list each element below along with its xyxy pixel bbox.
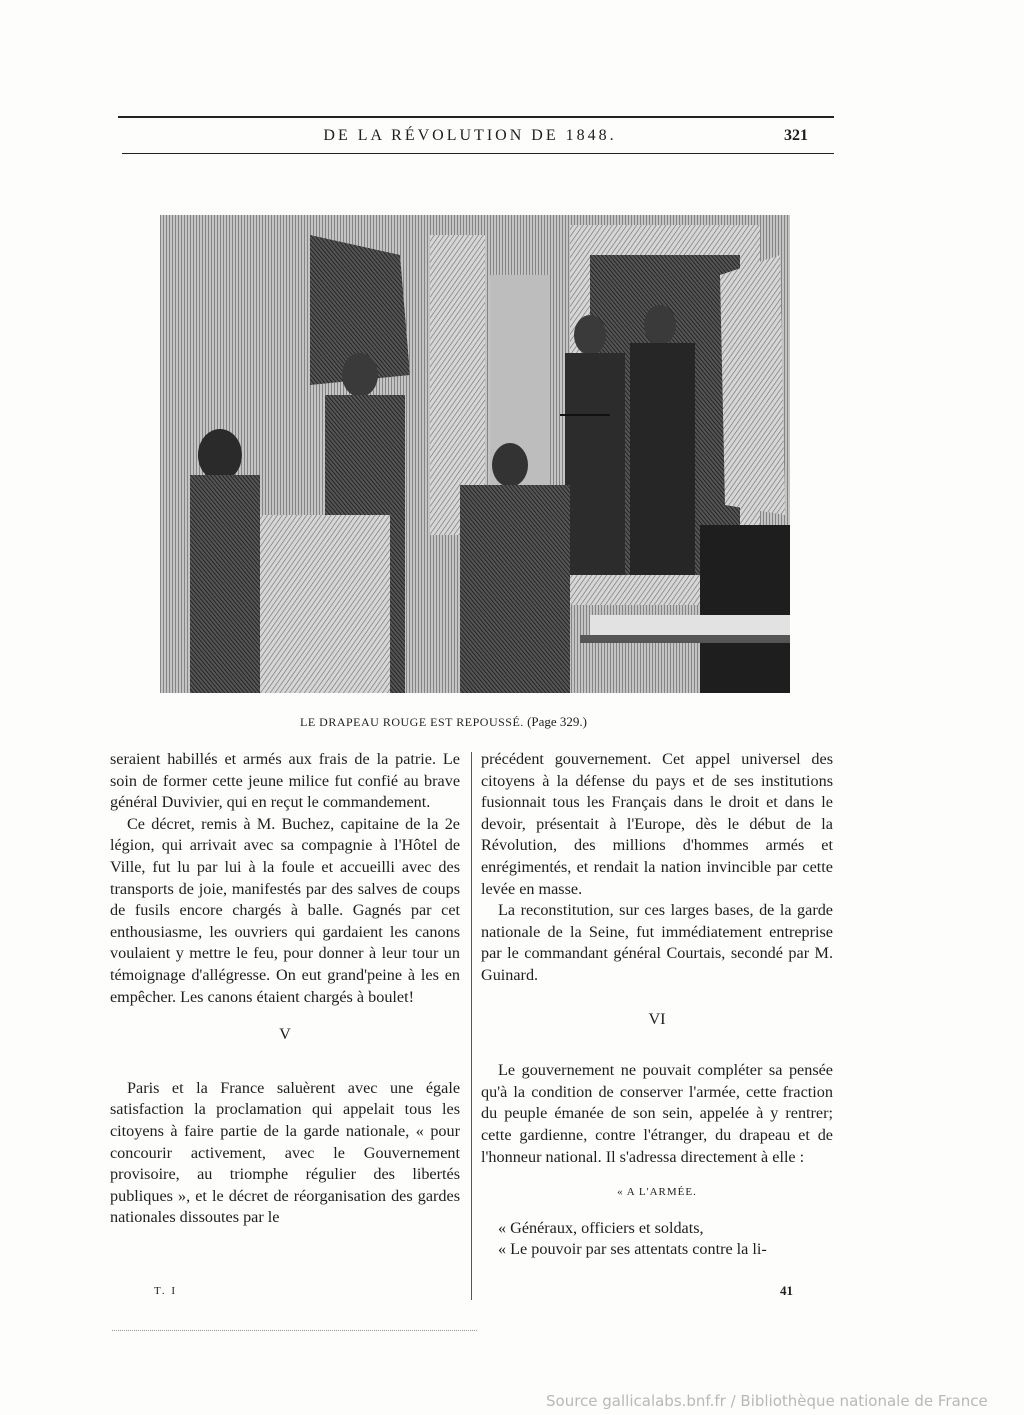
left-paragraph-2: Ce décret, remis à M. Buchez, capitaine de la 2e légion, qui arrivait avec sa compagnie à l'Hôtel de Ville, fut lu par lui à la foule et accueilli avec des transports de joie, manifestés par des salves de coups de fusils encore chargés à balle. Gagnés par cet enthousiasme, les ouvriers qui gardaient les canons voulaient y mettre le feu, pour donner à leur tour un témoignage d'allégresse. On eut grand'peine à les en empêcher. Les canons étaient chargés à boulet! [110, 814, 460, 1006]
right-paragraph-3: Le gouvernement ne pouvait compléter sa pensée qu'à la condition de conserver l'armée, cette fraction du peuple émanée de son sein, appelée à y rentrer; cette gardienne, contre l'étranger, du drapeau et de l'honneur national. Il s'adressa directement à elle : [481, 1061, 833, 1166]
address-heading: « A L'ARMÉE. [617, 1186, 697, 1199]
engraving-illustration [160, 215, 790, 693]
column-divider [471, 752, 472, 1300]
illustration-caption [300, 714, 740, 730]
section-heading-v: V [279, 1025, 291, 1044]
caption-title: LE DRAPEAU ROUGE EST REPOUSSÉ. [300, 715, 524, 729]
header-rule-top [118, 116, 834, 118]
source-attribution: Source gallicalabs.bnf.fr / Bibliothèque nationale de France [546, 1392, 988, 1410]
footer-dotted-line [112, 1330, 477, 1331]
right-paragraph-1: précédent gouvernement. Cet appel universel des citoyens à la défense du pays et de ses institutions fusionnait tous les Français dans le droit et dans le devoir, présentait à l'Europe, dès le début de la Révolution, des millions d'hommes armés et enrégimentés, et rendait la nation invincible par cette levée en masse. [481, 750, 833, 898]
running-header-title: DE LA RÉVOLUTION DE 1848. [323, 127, 617, 144]
left-paragraph-1: seraient habillés et armés aux frais de la patrie. Le soin de former cette jeune milice fut confié au brave général Duvivier, qui en reçut le commandement. [110, 750, 460, 812]
signature-mark-left: T. I [154, 1285, 178, 1297]
header-rule-bottom [122, 153, 834, 154]
left-paragraph-3: Paris et la France saluèrent avec une égale satisfaction la proclamation qui appelait tous les citoyens à faire partie de la garde nationale, « pour concourir activement, avec le Gouvernement provisoire, au triomphe régulier des libertés publiques », et le décret de réorganisation des gardes nationales dissoutes par le [110, 1078, 460, 1227]
right-paragraph-5: « Le pouvoir par ses attentats contre la li- [498, 1240, 767, 1259]
signature-mark-right: 41 [780, 1283, 793, 1298]
engraving-icon [160, 215, 790, 693]
caption-page-ref: (Page 329.) [527, 714, 587, 729]
section-heading-vi: VI [648, 1009, 666, 1028]
right-paragraph-2: La reconstitution, sur ces larges bases, de la garde nationale de la Seine, fut immédiatement entreprise par le commandant général Courtais, secondé par M. Guinard. [481, 901, 833, 984]
right-column [481, 749, 833, 1261]
left-column [110, 749, 460, 1229]
page-number: 321 [784, 127, 808, 144]
right-paragraph-4: « Généraux, officiers et soldats, [498, 1218, 704, 1237]
